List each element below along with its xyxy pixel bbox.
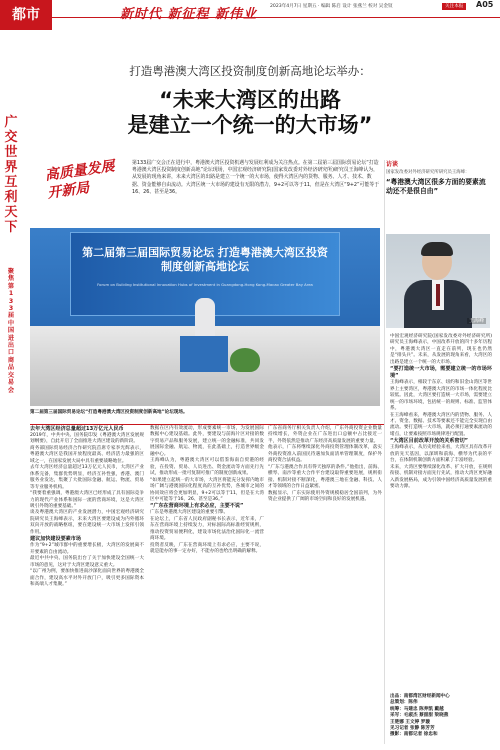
paragraph: 商务部国际贸易经济合作研究院首席专家李光辉表示，粤港澳大湾区是我国开放程度最高、经济活力最强的区域之一，在国家发展大局中具有重要战略地位。 <box>30 445 144 464</box>
paragraph: 投资者反映，广东在营商环境上有求必应，主要不说，就是能办的事一定办好，不能办的也给出明确的解释。 <box>150 542 264 555</box>
sidebar-char: 商 <box>7 356 15 364</box>
sidebar-char: 焦 <box>7 275 15 283</box>
portrait-hair <box>421 242 453 256</box>
stage-banner-english: Forum on Building Institutional Innovation Hubs of Investment in Guangdong-Hong Kong-Macao Greater Bay Area <box>97 282 313 287</box>
calligraphy-slogan: 高质量发展 开新局 <box>43 158 116 202</box>
paragraph: 数据在区内有效流动，形成要素统一市场，为发展国际数据中心建设基础。此外，要建设与前海片区对接的数字贸易产品和服务发展，建立统一的金融标准，共同发展国际金融、航运、物流，在此基础上，打造世界级金融中心。 <box>150 426 264 457</box>
paragraph: 王海峰认为，粤港澳大湾区可以借鉴海南自贸港的经验，在投资、贸易、人员进出、资金流动等方面先行先试，推动形成一批可复制可推广的制度创新成果。 <box>150 458 264 477</box>
article-lead: 第133届广交会正在进行中，粤港澳大湾区投资机遇与发展红利成为关注热点。在第二届第三届国际贸易论坛“打造粤港澳大湾区投资制度创新高地”论坛现场，中国宏观经济研究院(国家发改委对外经济研究所)研究员王海峰认为，从发展的现角来讲，未来大湾区的出路是建立一个统一的大市场，使得大湾区内的货物、服务、人才、技术、数据、资金能够自由流动。大湾区统一大市场的建设有无限的潜力，9+2可以等于11，但是在大湾区“9+2”可能等于16、26、甚至是36。 <box>132 160 380 195</box>
paragraph: 未来，大湾区要继续深化改革、扩大开放，在规则衔接、机制对接方面先行先试，推动大湾区更好融入新发展格局，成为引领中国经济高质量发展的重要动力源。 <box>390 464 492 490</box>
sidebar-char: 天 <box>4 205 18 220</box>
section-label: 都市 <box>0 0 52 30</box>
paragraph: 去年大湾区经济总量超过13万亿元人民币，大湾区产业体系完备，集群优势明显，经济互补性强，香港、澳门服务业发达，集聚了大批国际金融、航运、物流、贸易等专业服务机构。 <box>30 465 144 490</box>
portrait-caption: 中国宏观经济研究院(国家发改委对外经济研究所)研究员王海峰表示，中国改革开放的四十多年历程中，粤港澳大湾区一直走在前列，现在也仍然是“排头兵”。未来，从发展的现角来看，大湾区的出路是建立一个统一的大市场。 <box>390 334 492 365</box>
body-top-rule <box>30 424 384 425</box>
sidebar-char: 下 <box>4 220 18 235</box>
body-column-1 <box>30 426 144 588</box>
sidebar-char: 世 <box>4 145 18 160</box>
sidebar-char: 互 <box>4 175 18 190</box>
body-column-3 <box>268 426 382 503</box>
page-number: A05 <box>476 0 494 9</box>
interview-tag: 访谈 <box>386 161 399 168</box>
credits-line: 总策划：陈伟 <box>390 700 418 706</box>
paragraph: 他表示，广东将继续深化外商投资管理体制改革，落实外商投资准入前国民待遇加负面清单管理制度，保护外商投资合法权益。 <box>268 445 382 464</box>
paragraph: “以广州为例，要加快推进南沙深化面向世界的粤港澳全面合作，建设高水平对外开放门户，吸引更多国际资本和高端人才集聚。” <box>30 569 144 587</box>
interviewee-portrait <box>386 234 490 328</box>
sidebar-char: 交 <box>7 371 15 379</box>
sidebar-char: 广 <box>4 115 18 130</box>
credits-line: 摄影：南都记者 徐忠和 <box>390 732 438 738</box>
portrait-tie <box>436 284 440 306</box>
subhead-economy: 去年大湾区经济总量超过13万亿元人民币 <box>30 426 124 432</box>
sidebar-char: 中 <box>7 319 15 327</box>
paragraph: 谈及粤港澳大湾区的产业发展潜力，中国宏观经济研究院研究员王海峰表示，未来大湾区要建设成为内外循环双向开放的战略枢纽，要在建设统一大市场上发挥引领作用。 <box>30 510 144 535</box>
paragraph: 数据显示，广东实际使用外资规模稳居全国前列，为外资企业提供了广阔的市场空间和良好的发展机遇。 <box>268 490 382 502</box>
paragraph: “我要着重强调，粤港澳大湾区已经形成了具有国际竞争力的现代产业体系和国际一流的营商环境，这是大湾区吸引外资的重要基础。” <box>30 491 144 509</box>
interview-subject: 国家发改委对外经济研究所研究员王海峰： <box>386 170 470 176</box>
sidebar-char: 会 <box>7 386 15 394</box>
paragraph: 在王海峰看来，粤港澳大湾区内的货物、服务、人才、资金、数据、技术等要素还不能完全实现自由流动。要打造统一大市场，就必须打通要素流动的堵点，让要素按照市场规律进行配置。 <box>390 412 492 437</box>
body-column-2 <box>150 426 264 556</box>
sidebar-char: 1 <box>8 290 14 298</box>
issue-line: 2023年4月7日 星期五 · 编辑 陈启 设计 张燕兰 校对 吴金钗 <box>270 4 393 9</box>
forum-photo <box>30 228 380 406</box>
credits-source: 出品：南都湾区财经新闻中心 <box>390 694 450 699</box>
follow-tag: 关注本报 <box>442 3 466 10</box>
sidebar-char: 口 <box>7 349 15 357</box>
sidebar-subtitle <box>5 268 17 394</box>
headline-line-2: 是建立一个统一的大市场” <box>127 113 373 137</box>
paragraph: 王海峰表示，从历史经验来看，大湾区具有改革开放的先天基因，以深圳和前海、横琴为代表的平台，在体制机制创新方面积累了丰富经验。 <box>390 445 492 464</box>
sidebar-char: 届 <box>7 312 15 320</box>
interview-question-1: “要打造统一大市场，需要建立统一的市场环境” <box>390 366 492 380</box>
sidebar-char: 出 <box>7 342 15 350</box>
article-kicker: 打造粤港澳大湾区投资制度创新高地论坛举办： <box>129 64 371 78</box>
sidebar-char: 第 <box>7 282 15 290</box>
sidebar-char: 交 <box>4 130 18 145</box>
credits-line: 见习记者 张静 陈芳芳 <box>390 726 435 732</box>
portrait-name: 王海峰 <box>468 317 484 324</box>
paragraph: 2019年，中共中央、国务院印发《粤港澳大湾区发展规划纲要》，自此开启了全面推进大湾区建设的新阶段。 <box>30 433 144 445</box>
paragraph: “广东与港澳合作具有得天独厚的条件。”他指出，前海、横琴、南沙等重大合作平台建设取得重要进展，规则衔接、机制对接不断深化，粤港澳三地在金融、科技、人才等领域的合作日益紧密。 <box>268 464 382 490</box>
column-divider <box>384 160 385 744</box>
interview-header <box>386 162 490 196</box>
headline-line-1: “未来大湾区的出路 <box>159 88 341 112</box>
photo-caption: 第二届第三届国际贸易论坛“打造粤港澳大湾区投资制度创新高地”论坛现场。 <box>30 410 188 415</box>
subhead-factor-market: 建议加快建设要素市场 <box>30 536 81 543</box>
paragraph: 广东是粤港澳大湾区建设的重要引擎。 <box>150 510 229 516</box>
sidebar-char: 品 <box>7 364 15 372</box>
sidebar-char: 界 <box>4 160 18 175</box>
interview-column <box>390 334 492 491</box>
sidebar-char: 国 <box>7 327 15 335</box>
masthead-slogan: 新时代 新征程 新伟业 <box>120 7 258 22</box>
paragraph: 最近中共中央、国务院出台了关于加快建设全国统一大市场的意见，这对于大湾区建设意义重大。 <box>30 556 144 568</box>
interview-quote: “粤港澳大湾区很多方面的要素流动还不是很自由” <box>386 178 486 196</box>
credits-block <box>390 694 494 739</box>
article-headline <box>0 88 500 138</box>
sidebar-char: 利 <box>4 190 18 205</box>
sidebar-char: 聚 <box>7 268 15 275</box>
credits-line: 统筹：马建忠 陈养凯 戴越 <box>390 706 444 712</box>
stage-banner-title: 第二届第三届国际贸易论坛 打造粤港澳大湾区投资制度创新高地论坛 <box>82 246 328 273</box>
sidebar-char: 3 <box>8 305 14 313</box>
podium <box>180 336 228 372</box>
paragraph: 广东省商务厅相关负责人介绍，广东外商投资企业数量持续增长，外资企业在广东进出口总额中占比接近一半，外资依然是推动广东经济高质量发展的重要力量。 <box>268 426 382 444</box>
paragraph: “如果建立起统一的大市场，大湾区将能充分发挥内地市场广阔与港澳国际化程度高的互补优势，各城市之间的协同效应将会更加明显，9+2可以等于11，但是在大湾区中可能等于16、26、甚至是36。” <box>150 477 264 502</box>
paragraph: 作为“9+2”城市群中的重要增长极，大湾区的发展离不开要素的自由流动。 <box>30 543 144 555</box>
credits-line: 采写：毛淑杰 蔡甜甜 梁晓燕 <box>390 713 449 719</box>
sidebar-char: 3 <box>8 297 14 305</box>
interview-question-2: “大湾区目前改革开放的关系密切” <box>390 438 469 445</box>
credits-line: 王楚娜 王文婷 罗璇 <box>390 719 430 725</box>
paragraph: 王海峰表示，相较于东京、纽约和旧金山湾区等世界上主要湾区，粤港澳大湾区的市场一体化程度比较低。因此，大湾区要打造统一大市场，需要建立统一的市场环境，包括统一的规则、标准、监管体系。 <box>390 380 492 412</box>
sidebar-char: 易 <box>7 379 15 387</box>
subhead-business-env: “广东在营商环境上有求必应，主要不说” <box>150 503 244 510</box>
sidebar-char: 进 <box>7 334 15 342</box>
flower-decoration <box>230 348 260 372</box>
paragraph: 在论坛上，广东省人民政府副秘书长表示，近年来，广东在营商环境上持续发力，对标国际高标准经贸规则，推动投资贸易便利化，建设市场化法治化国际化一流营商环境。 <box>150 516 264 542</box>
